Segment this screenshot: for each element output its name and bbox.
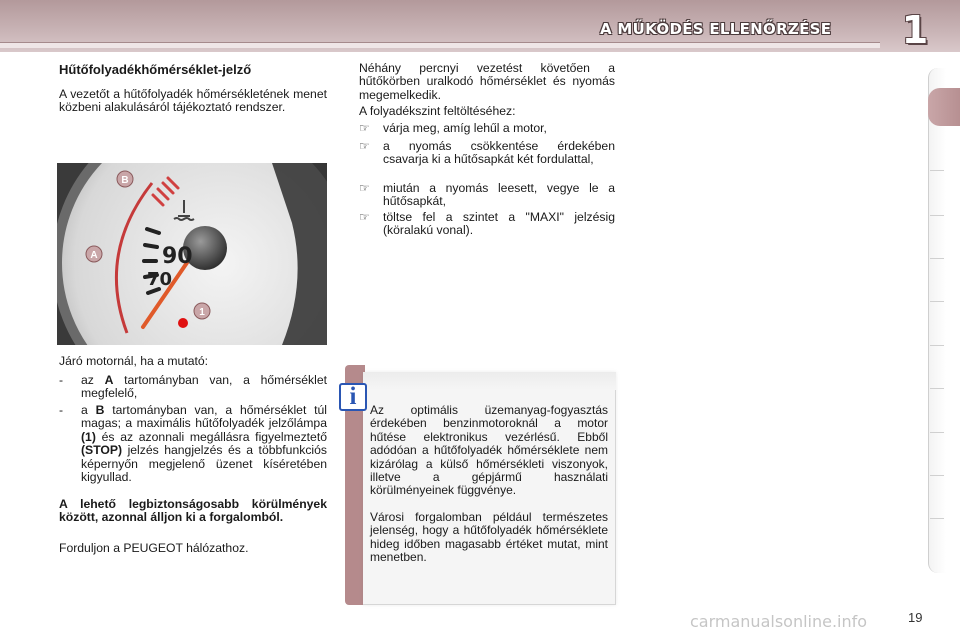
info-paragraph: Városi forgalomban például természetes jelenség, hogy a hűtőfolyadék hőmérséklete hideg időben magasabb értéket mutat, mint menetben.: [370, 510, 608, 565]
bullet-dash: -: [59, 403, 64, 417]
svg-text:1: 1: [199, 307, 205, 318]
warning-paragraph: A lehető legbiztonságosabb körülmények között, azonnal álljon ki a forgalomból.: [59, 497, 327, 525]
tab-divider: [930, 388, 944, 389]
contact-paragraph: Forduljon a PEUGEOT hálózathoz.: [59, 541, 249, 555]
page-title: A MŰKÖDÉS ELLENŐRZÉSE: [600, 20, 832, 38]
pointing-hand-icon: ☞: [359, 139, 370, 153]
tab-divider: [930, 345, 944, 346]
pointing-hand-icon: ☞: [359, 121, 370, 135]
step-text: a nyomás csökkentése érdekében csavarja ki a hűtősapkát két fordulattal,: [383, 139, 615, 167]
tab-divider: [930, 258, 944, 259]
bullet-text: az A tartományban van, a hőmérséklet megfelelő,: [81, 373, 327, 401]
list-item: [359, 122, 615, 138]
pointing-hand-icon: ☞: [359, 210, 370, 224]
gauge-tick-90: 90: [162, 244, 193, 269]
chapter-tab-rail[interactable]: [928, 68, 946, 573]
list-item: [59, 374, 327, 404]
step-text: várja meg, amíg lehűl a motor,: [383, 121, 547, 135]
chapter-number: 1: [901, 8, 929, 52]
list-item: [59, 404, 327, 494]
tab-divider: [930, 475, 944, 476]
temperature-gauge-image: [57, 163, 327, 345]
callout-a: [86, 246, 102, 262]
bullet-dash: -: [59, 373, 64, 387]
info-box-header: [363, 372, 616, 390]
list-item: [359, 182, 615, 210]
driving-paragraph: Néhány percnyi vezetést követően a hűtőkörben uralkodó hőmérséklet és nyomás megemelkedik.: [359, 61, 615, 102]
step-text: töltse fel a szintet a "MAXI" jelzésig (köralakú vonal).: [383, 210, 615, 238]
callout-1: [194, 303, 210, 319]
warning-lamp-icon: [178, 318, 188, 328]
info-paragraph: Az optimális üzemanyag-fogyasztás érdekében benzinmotoroknál a motor hűtése elektronikus vezérlésű. Ebből adódóan a hűtőfolyadék hőmérséklete nem kizárólag a külső hőmérsékleti viszonyok, illetve a gépjármű használati körülményeinek függvénye.: [370, 403, 608, 498]
running-paragraph: Járó motornál, ha a mutató:: [59, 354, 209, 368]
section-title: Hűtőfolyadékhőmérséklet-jelző: [59, 62, 252, 77]
chapter-tab-active[interactable]: [928, 88, 960, 126]
pointing-hand-icon: ☞: [359, 181, 370, 195]
list-item: [359, 211, 615, 239]
callout-b: [117, 171, 133, 187]
tab-divider: [930, 170, 944, 171]
page-number: 19: [908, 610, 923, 625]
svg-text:B: B: [121, 175, 129, 186]
step-text: miután a nyomás leesett, vegye le a hűtősapkát,: [383, 181, 615, 209]
list-item: [359, 140, 615, 182]
info-icon: i: [339, 383, 367, 411]
tab-divider: [930, 518, 944, 519]
tab-divider: [930, 301, 944, 302]
intro-paragraph: A vezetőt a hűtőfolyadék hőmérsékletének menet közbeni alakulásáról tájékoztató rendszer.: [59, 87, 327, 115]
svg-text:A: A: [90, 250, 98, 261]
refill-intro: A folyadékszint feltöltéséhez:: [359, 104, 516, 118]
gauge-tick-70: 70: [147, 269, 173, 290]
watermark: carmanualsonline.info: [690, 612, 868, 631]
tab-divider: [930, 215, 944, 216]
bullet-text: a B tartományban van, a hőmérséklet túl magas; a maximális hűtőfolyadék jelzőlámpa (1) és az azonnali megállásra figyelmeztető (STOP) jelzés hangjelzés és a többfunkciós képernyőn megjelenő üzenet kíséretében kigyullad.: [81, 403, 327, 485]
tab-divider: [930, 432, 944, 433]
